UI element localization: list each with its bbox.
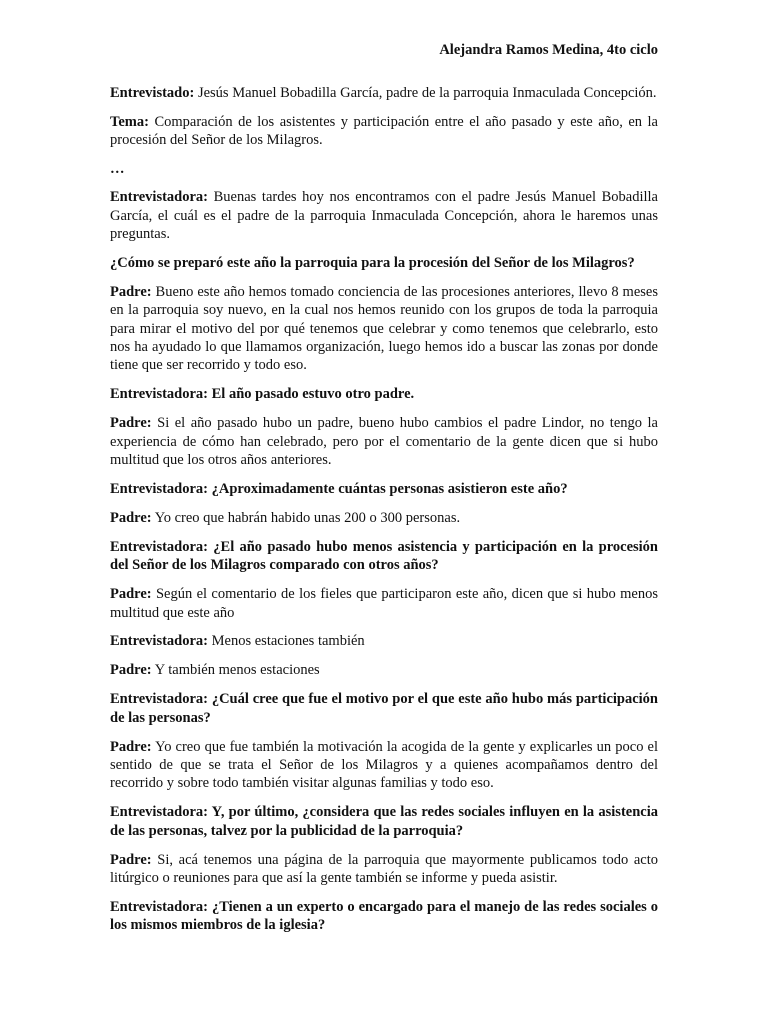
paragraph-text: ¿Cuál cree que fue el motivo por el que este año hubo más participación de las personas? (110, 691, 658, 726)
paragraph (110, 480, 658, 498)
speaker-label: Padre: (110, 662, 152, 679)
paragraph (110, 585, 658, 622)
paragraph (110, 509, 658, 527)
paragraph-text: Menos estaciones también (208, 633, 365, 650)
speaker-label: Entrevistadora: (110, 804, 209, 821)
paragraph (110, 738, 658, 793)
paragraph (110, 385, 658, 403)
paragraph (110, 632, 658, 650)
paragraph (110, 803, 658, 840)
speaker-label: Entrevistadora: (110, 386, 209, 403)
paragraph (110, 84, 658, 102)
field-label: Entrevistado: (110, 85, 195, 101)
paragraph-text: Y también menos estaciones (151, 662, 320, 679)
paragraph-text: ¿El año pasado hubo menos asistencia y participación en la procesión del Señor de los Milagros comparado con otros años? (110, 538, 658, 574)
ellipsis: … (110, 161, 125, 178)
speaker-label: Entrevistadora: (110, 481, 209, 497)
paragraph-text: Si el año pasado hubo un padre, bueno hubo cambios el padre Lindor, no tengo la experiencia de cómo han celebrado, pero por el comentario de la gente dicen que si hubo multitud que los otros años anteriores. (110, 415, 658, 469)
speaker-label: Entrevistadora: (110, 691, 209, 708)
paragraph-text: Buenas tardes hoy nos encontramos con el padre Jesús Manuel Bobadilla García, el cuál es el padre de la parroquia Inmaculada Concepción, ahora le haremos unas preguntas. (110, 189, 658, 243)
paragraph (110, 254, 658, 272)
paragraph-text: ¿Cómo se preparó este año la parroquia para la procesión del Señor de los Milagros? (110, 254, 635, 271)
speaker-label: Padre: (110, 738, 152, 755)
paragraph (110, 188, 658, 243)
paragraph-text: El año pasado estuvo otro padre. (208, 386, 415, 403)
speaker-label: Entrevistadora: (110, 538, 209, 555)
paragraph-text: Según el comentario de los fieles que participaron este año, dicen que si hubo menos multitud que este año (110, 586, 658, 621)
paragraph (110, 283, 658, 375)
dialogue (110, 188, 658, 935)
paragraph-text: Bueno este año hemos tomado conciencia de las procesiones anteriores, llevo 8 meses en la parroquia soy nuevo, en la cual nos hemos reunido con los grupos de toda la parroquia para mirar el motivo del por qué tenemos que celebrar y como tenemos que celebrarlo, esto nos ha ayudado lo que llamamos organización, luego hemos ido a buscar las zonas por donde tiene que ser recorrido y todo eso. (110, 283, 658, 374)
document-page (110, 40, 658, 945)
paragraph (110, 690, 658, 727)
paragraph-text: Comparación de los asistentes y participación entre el año pasado y este año, en la procesión del Señor de los Milagros. (110, 113, 658, 149)
paragraph-text: Yo creo que habrán habido unas 200 o 300 personas. (151, 509, 461, 526)
speaker-label: Entrevistadora: (110, 633, 209, 650)
paragraph-text: Jesús Manuel Bobadilla García, padre de la parroquia Inmaculada Concepción. (194, 85, 657, 101)
paragraph (110, 898, 658, 935)
field-label: Tema: (110, 113, 149, 130)
author-line: Alejandra Ramos Medina, 4to ciclo (439, 42, 658, 58)
speaker-label: Entrevistadora: (110, 189, 209, 206)
speaker-label: Padre: (110, 415, 152, 432)
paragraph (110, 414, 658, 469)
paragraph-text: ¿Tienen a un experto o encargado para el manejo de las redes sociales o los mismos miembros de la iglesia? (110, 898, 658, 934)
paragraph (110, 851, 658, 888)
paragraph-text: ¿Aproximadamente cuántas personas asistieron este año? (208, 481, 568, 497)
header-fields (110, 84, 658, 150)
speaker-label: Padre: (110, 509, 152, 526)
paragraph-text: Y, por último, ¿considera que las redes sociales influyen en la asistencia de las personas, talvez por la publicidad de la parroquia? (110, 804, 658, 839)
paragraph (110, 538, 658, 575)
paragraph-text: Si, acá tenemos una página de la parroquia que mayormente publicamos todo acto litúrgico o reuniones para que así la gente también se informe y pueda asistir. (110, 851, 658, 886)
speaker-label: Padre: (110, 851, 152, 868)
speaker-label: Padre: (110, 586, 152, 603)
paragraph (110, 661, 658, 679)
speaker-label: Entrevistadora: (110, 898, 209, 915)
paragraph (110, 113, 658, 150)
paragraph-text: Yo creo que fue también la motivación la acogida de la gente y explicarles un poco el sentido de que se trata el Señor de los Milagros y a quienes acompañamos dentro del recorrido y sobre todo también visitar algunas familias y todo eso. (110, 738, 658, 792)
speaker-label: Padre: (110, 283, 152, 300)
